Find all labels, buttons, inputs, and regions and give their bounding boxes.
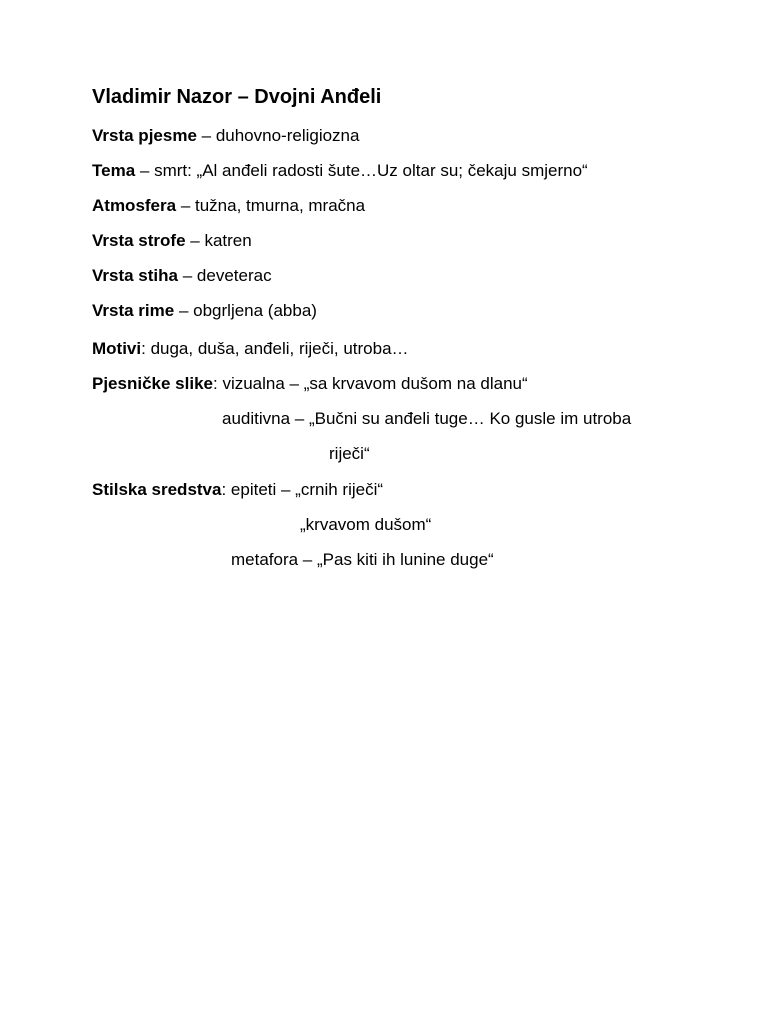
line-vrsta-rime [92, 301, 317, 321]
separator: – [174, 301, 194, 320]
label: Vrsta stiha [92, 266, 178, 285]
value: katren [204, 231, 252, 250]
value: deveterac [196, 266, 272, 285]
line-vrsta-strofe [92, 231, 252, 251]
line-stilska-sredstva [92, 480, 383, 500]
line-metafora: metafora – „Pas kiti ih lunine duge“ [231, 550, 494, 569]
value: tužna, tmurna, mračna [195, 196, 366, 215]
value: vizualna – „sa krvavom dušom na dlanu“ [222, 374, 528, 393]
line-motivi [92, 339, 409, 359]
line-vrsta-stiha [92, 266, 272, 286]
label: Tema [92, 161, 136, 180]
value: smrt: „Al anđeli radosti šute…Uz oltar su; čekaju smjerno“ [154, 161, 588, 180]
label: Atmosfera [92, 196, 177, 215]
line-epitet-2: „krvavom dušom“ [300, 515, 432, 534]
value: duga, duša, anđeli, riječi, utroba… [150, 339, 409, 358]
label: Pjesničke slike [92, 374, 213, 393]
label: Vrsta strofe [92, 231, 186, 250]
value: obgrljena (abba) [193, 301, 317, 320]
separator: – [135, 161, 155, 180]
line-vrsta-pjesme [92, 126, 359, 146]
label: Vrsta rime [92, 301, 175, 320]
line-tema [92, 161, 588, 181]
label: Vrsta pjesme [92, 126, 197, 145]
label: Stilska sredstva [92, 480, 222, 499]
separator: : [221, 480, 231, 499]
label: Motivi [92, 339, 142, 358]
document-title: Vladimir Nazor – Dvojni Anđeli [92, 86, 382, 108]
value: duhovno-religiozna [215, 126, 360, 145]
separator: : [212, 374, 223, 393]
separator: – [196, 126, 216, 145]
line-auditivna-cont: riječi“ [329, 444, 370, 463]
line-pjesnicke-slike [92, 374, 528, 394]
line-atmosfera [92, 196, 365, 216]
separator: – [176, 196, 195, 215]
separator: – [185, 231, 205, 250]
value: epiteti – „crnih riječi“ [230, 480, 384, 499]
line-auditivna: auditivna – „Bučni su anđeli tuge… Ko gusle im utroba [222, 409, 632, 428]
separator: – [178, 266, 197, 285]
separator: : [141, 339, 151, 358]
